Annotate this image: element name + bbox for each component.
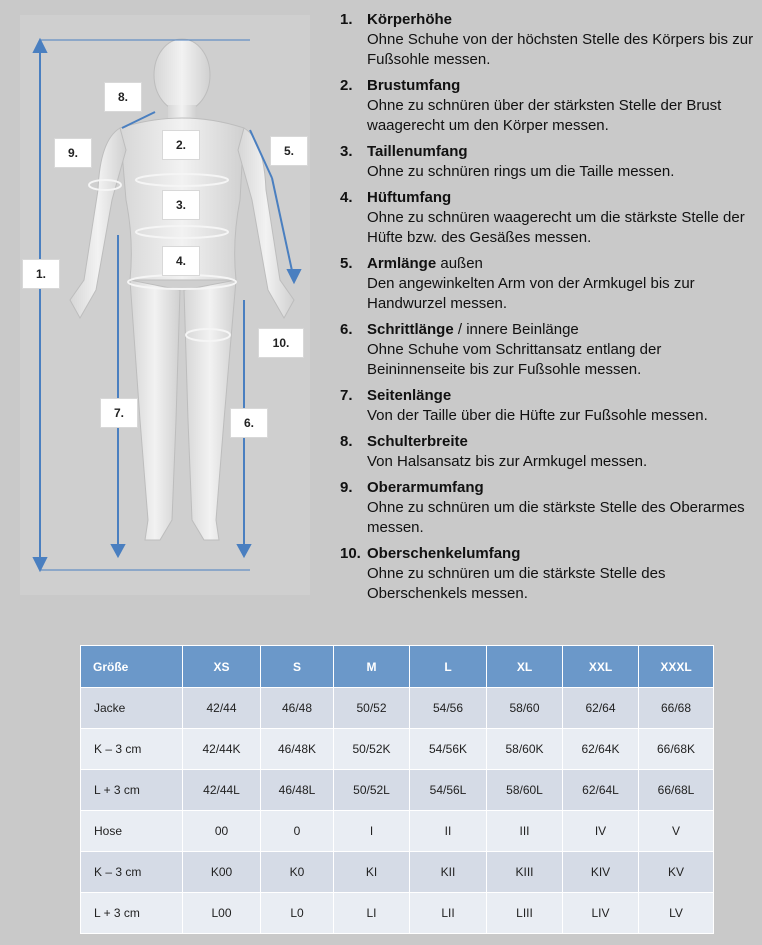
table-cell: III [487, 811, 563, 852]
size-table [80, 645, 714, 934]
table-cell: 0 [261, 811, 334, 852]
table-cell: 42/44L [183, 770, 261, 811]
table-cell: 66/68K [639, 729, 714, 770]
instruction-title: Schulterbreite [367, 433, 468, 450]
table-cell: 62/64 [563, 688, 639, 729]
table-cell: 58/60K [487, 729, 563, 770]
instruction-text: Ohne zu schnüren rings um die Taille messen. [367, 163, 675, 180]
table-cell: 50/52L [334, 770, 410, 811]
instruction-text: Ohne zu schnüren über der stärksten Stelle der Brust waagerecht um den Körper messen. [367, 97, 722, 134]
instruction-number: 4. [340, 189, 353, 206]
instruction-number: 10. [340, 545, 361, 562]
table-cell: 42/44K [183, 729, 261, 770]
table-cell: 42/44 [183, 688, 261, 729]
label-3: 3. [162, 190, 200, 220]
table-cell: IV [563, 811, 639, 852]
table-cell: KIII [487, 852, 563, 893]
column-header: S [261, 646, 334, 688]
table-cell: LIII [487, 893, 563, 934]
label-9: 9. [54, 138, 92, 168]
table-cell: 62/64L [563, 770, 639, 811]
instruction-item [340, 254, 755, 314]
label-5: 5. [270, 136, 308, 166]
table-cell: 66/68 [639, 688, 714, 729]
instruction-title: Schrittlänge [367, 321, 454, 338]
table-cell: LIV [563, 893, 639, 934]
instruction-text: Ohne Schuhe vom Schrittansatz entlang der Beininnenseite bis zur Fußsohle messen. [367, 341, 662, 378]
table-cell: 50/52 [334, 688, 410, 729]
table-cell: 00 [183, 811, 261, 852]
table-cell: KV [639, 852, 714, 893]
instruction-title: Brustumfang [367, 77, 461, 94]
row-label: L + 3 cm [81, 893, 183, 934]
label-8: 8. [104, 82, 142, 112]
instruction-item [340, 10, 755, 70]
row-label: K – 3 cm [81, 729, 183, 770]
instruction-title: Hüftumfang [367, 189, 452, 206]
body-measurement-figure [0, 0, 330, 600]
table-cell: 54/56K [410, 729, 487, 770]
instruction-number: 8. [340, 433, 353, 450]
instruction-title: Körperhöhe [367, 11, 453, 28]
instruction-number: 6. [340, 321, 353, 338]
instruction-item [340, 76, 755, 136]
instruction-item [340, 188, 755, 248]
row-label: K – 3 cm [81, 852, 183, 893]
table-cell: KII [410, 852, 487, 893]
column-header: XS [183, 646, 261, 688]
instruction-title-suffix: außen [436, 255, 483, 272]
label-1: 1. [22, 259, 60, 289]
label-10: 10. [258, 328, 304, 358]
table-cell: 62/64K [563, 729, 639, 770]
instruction-text: Von Halsansatz bis zur Armkugel messen. [367, 453, 648, 470]
label-2: 2. [162, 130, 200, 160]
table-cell: 46/48K [261, 729, 334, 770]
instruction-item [340, 544, 755, 604]
head-shape [154, 39, 210, 111]
row-label: Hose [81, 811, 183, 852]
instruction-number: 7. [340, 387, 353, 404]
table-cell: K0 [261, 852, 334, 893]
label-6: 6. [230, 408, 268, 438]
measurement-instructions [340, 10, 755, 610]
column-header: Größe [81, 646, 183, 688]
instruction-title: Armlänge [367, 255, 437, 272]
column-header: XXL [563, 646, 639, 688]
table-cell: 58/60L [487, 770, 563, 811]
table-row [81, 893, 714, 934]
table-cell: LV [639, 893, 714, 934]
table-cell: 54/56L [410, 770, 487, 811]
instruction-title: Oberschenkelumfang [367, 545, 521, 562]
table-cell: 46/48L [261, 770, 334, 811]
table-cell: L00 [183, 893, 261, 934]
instruction-text: Den angewinkelten Arm von der Armkugel bis zur Handwurzel messen. [367, 275, 695, 312]
instruction-title-suffix: / innere Beinlänge [453, 321, 579, 338]
table-row [81, 729, 714, 770]
instruction-number: 2. [340, 77, 353, 94]
column-header: XXXL [639, 646, 714, 688]
instruction-text: Von der Taille über die Hüfte zur Fußsohle messen. [367, 407, 708, 424]
label-4: 4. [162, 246, 200, 276]
instruction-title: Taillenumfang [367, 143, 468, 160]
instruction-item [340, 142, 755, 182]
instruction-item [340, 386, 755, 426]
table-cell: II [410, 811, 487, 852]
table-cell: KIV [563, 852, 639, 893]
table-row [81, 852, 714, 893]
table-cell: KI [334, 852, 410, 893]
table-cell: K00 [183, 852, 261, 893]
instruction-number: 5. [340, 255, 353, 272]
instruction-text: Ohne zu schnüren waagerecht um die stärkste Stelle der Hüfte bzw. des Gesäßes messen. [367, 209, 745, 246]
instruction-number: 3. [340, 143, 353, 160]
row-label: L + 3 cm [81, 770, 183, 811]
table-cell: V [639, 811, 714, 852]
table-cell: LII [410, 893, 487, 934]
instruction-number: 1. [340, 11, 353, 28]
instruction-item [340, 478, 755, 538]
column-header: XL [487, 646, 563, 688]
table-row [81, 811, 714, 852]
table-cell: 46/48 [261, 688, 334, 729]
instruction-item [340, 320, 755, 380]
instruction-text: Ohne zu schnüren um die stärkste Stelle des Oberschenkels messen. [367, 565, 666, 602]
table-cell: 50/52K [334, 729, 410, 770]
column-header: L [410, 646, 487, 688]
body-silhouette-illustration [0, 0, 330, 600]
column-header: M [334, 646, 410, 688]
instruction-text: Ohne zu schnüren um die stärkste Stelle des Oberarmes messen. [367, 499, 745, 536]
table-cell: L0 [261, 893, 334, 934]
instruction-number: 9. [340, 479, 353, 496]
table-cell: LI [334, 893, 410, 934]
instruction-item [340, 432, 755, 472]
table-row [81, 688, 714, 729]
table-cell: 58/60 [487, 688, 563, 729]
table-cell: 66/68L [639, 770, 714, 811]
table-row [81, 770, 714, 811]
instruction-title: Seitenlänge [367, 387, 452, 404]
instruction-title: Oberarmumfang [367, 479, 484, 496]
table-header-row [81, 646, 714, 688]
label-7: 7. [100, 398, 138, 428]
row-label: Jacke [81, 688, 183, 729]
table-cell: 54/56 [410, 688, 487, 729]
table-cell: I [334, 811, 410, 852]
instruction-text: Ohne Schuhe von der höchsten Stelle des Körpers bis zur Fußsohle messen. [367, 31, 754, 68]
